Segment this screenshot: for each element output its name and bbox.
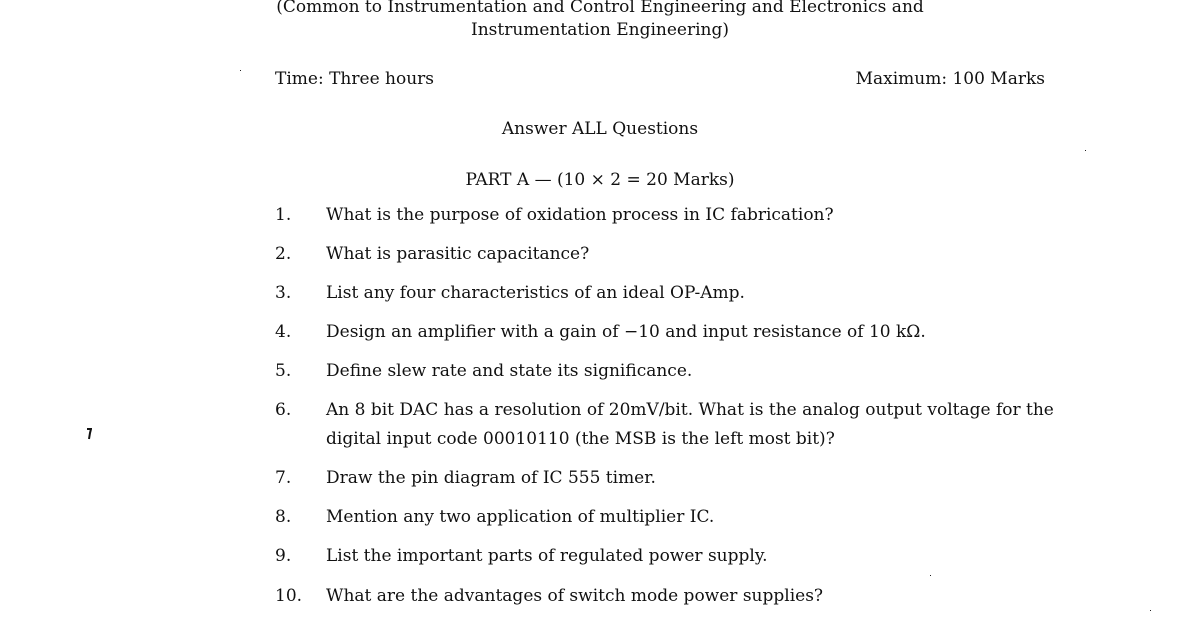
- question-text: What are the advantages of switch mode power supplies?: [326, 586, 824, 606]
- scan-speck: [930, 575, 931, 576]
- question-text: Define slew rate and state its significance.: [326, 361, 693, 381]
- instruction-text: Answer ALL Questions: [501, 119, 699, 139]
- scan-speck: [240, 70, 241, 71]
- question-text: What is parasitic capacitance?: [326, 244, 590, 264]
- question-number: 9.: [275, 546, 292, 566]
- question-text: List any four characteristics of an ideal OP-Amp.: [326, 283, 745, 303]
- question-text: Design an amplifier with a gain of −10 and input resistance of 10 kΩ.: [326, 322, 926, 342]
- question-text: Draw the pin diagram of IC 555 timer.: [326, 468, 656, 488]
- part-a-heading: PART A — (10 × 2 = 20 Marks): [465, 170, 735, 190]
- question-number: 6.: [275, 400, 292, 420]
- question-number: 2.: [275, 244, 292, 264]
- question-text: List the important parts of regulated power supply.: [326, 546, 768, 566]
- question-number: 7.: [275, 468, 292, 488]
- maximum-marks-label: Maximum: 100 Marks: [855, 69, 1045, 89]
- scan-speck: [1085, 150, 1086, 151]
- scan-mark-icon: [86, 428, 92, 440]
- question-number: 3.: [275, 283, 292, 303]
- header-course-line-1: (Common to Instrumentation and Control Engineering and Electronics and: [276, 0, 924, 17]
- header-course-line-2: Instrumentation Engineering): [470, 20, 730, 40]
- exam-meta-row: [275, 68, 1045, 90]
- question-text: What is the purpose of oxidation process in IC fabrication?: [326, 205, 834, 225]
- time-label: Time: Three hours: [275, 69, 435, 89]
- question-text: An 8 bit DAC has a resolution of 20mV/bit. What is the analog output voltage for the digital input code 00010110 (the MSB is the left most bit)?: [326, 400, 1054, 449]
- question-text: Mention any two application of multiplier IC.: [326, 507, 715, 527]
- question-number: 8.: [275, 507, 292, 527]
- question-number: 5.: [275, 361, 292, 381]
- question-number: 4.: [275, 322, 292, 342]
- scan-speck: [1150, 610, 1151, 611]
- question-number: 1.: [275, 205, 292, 225]
- question-number: 10.: [275, 586, 303, 606]
